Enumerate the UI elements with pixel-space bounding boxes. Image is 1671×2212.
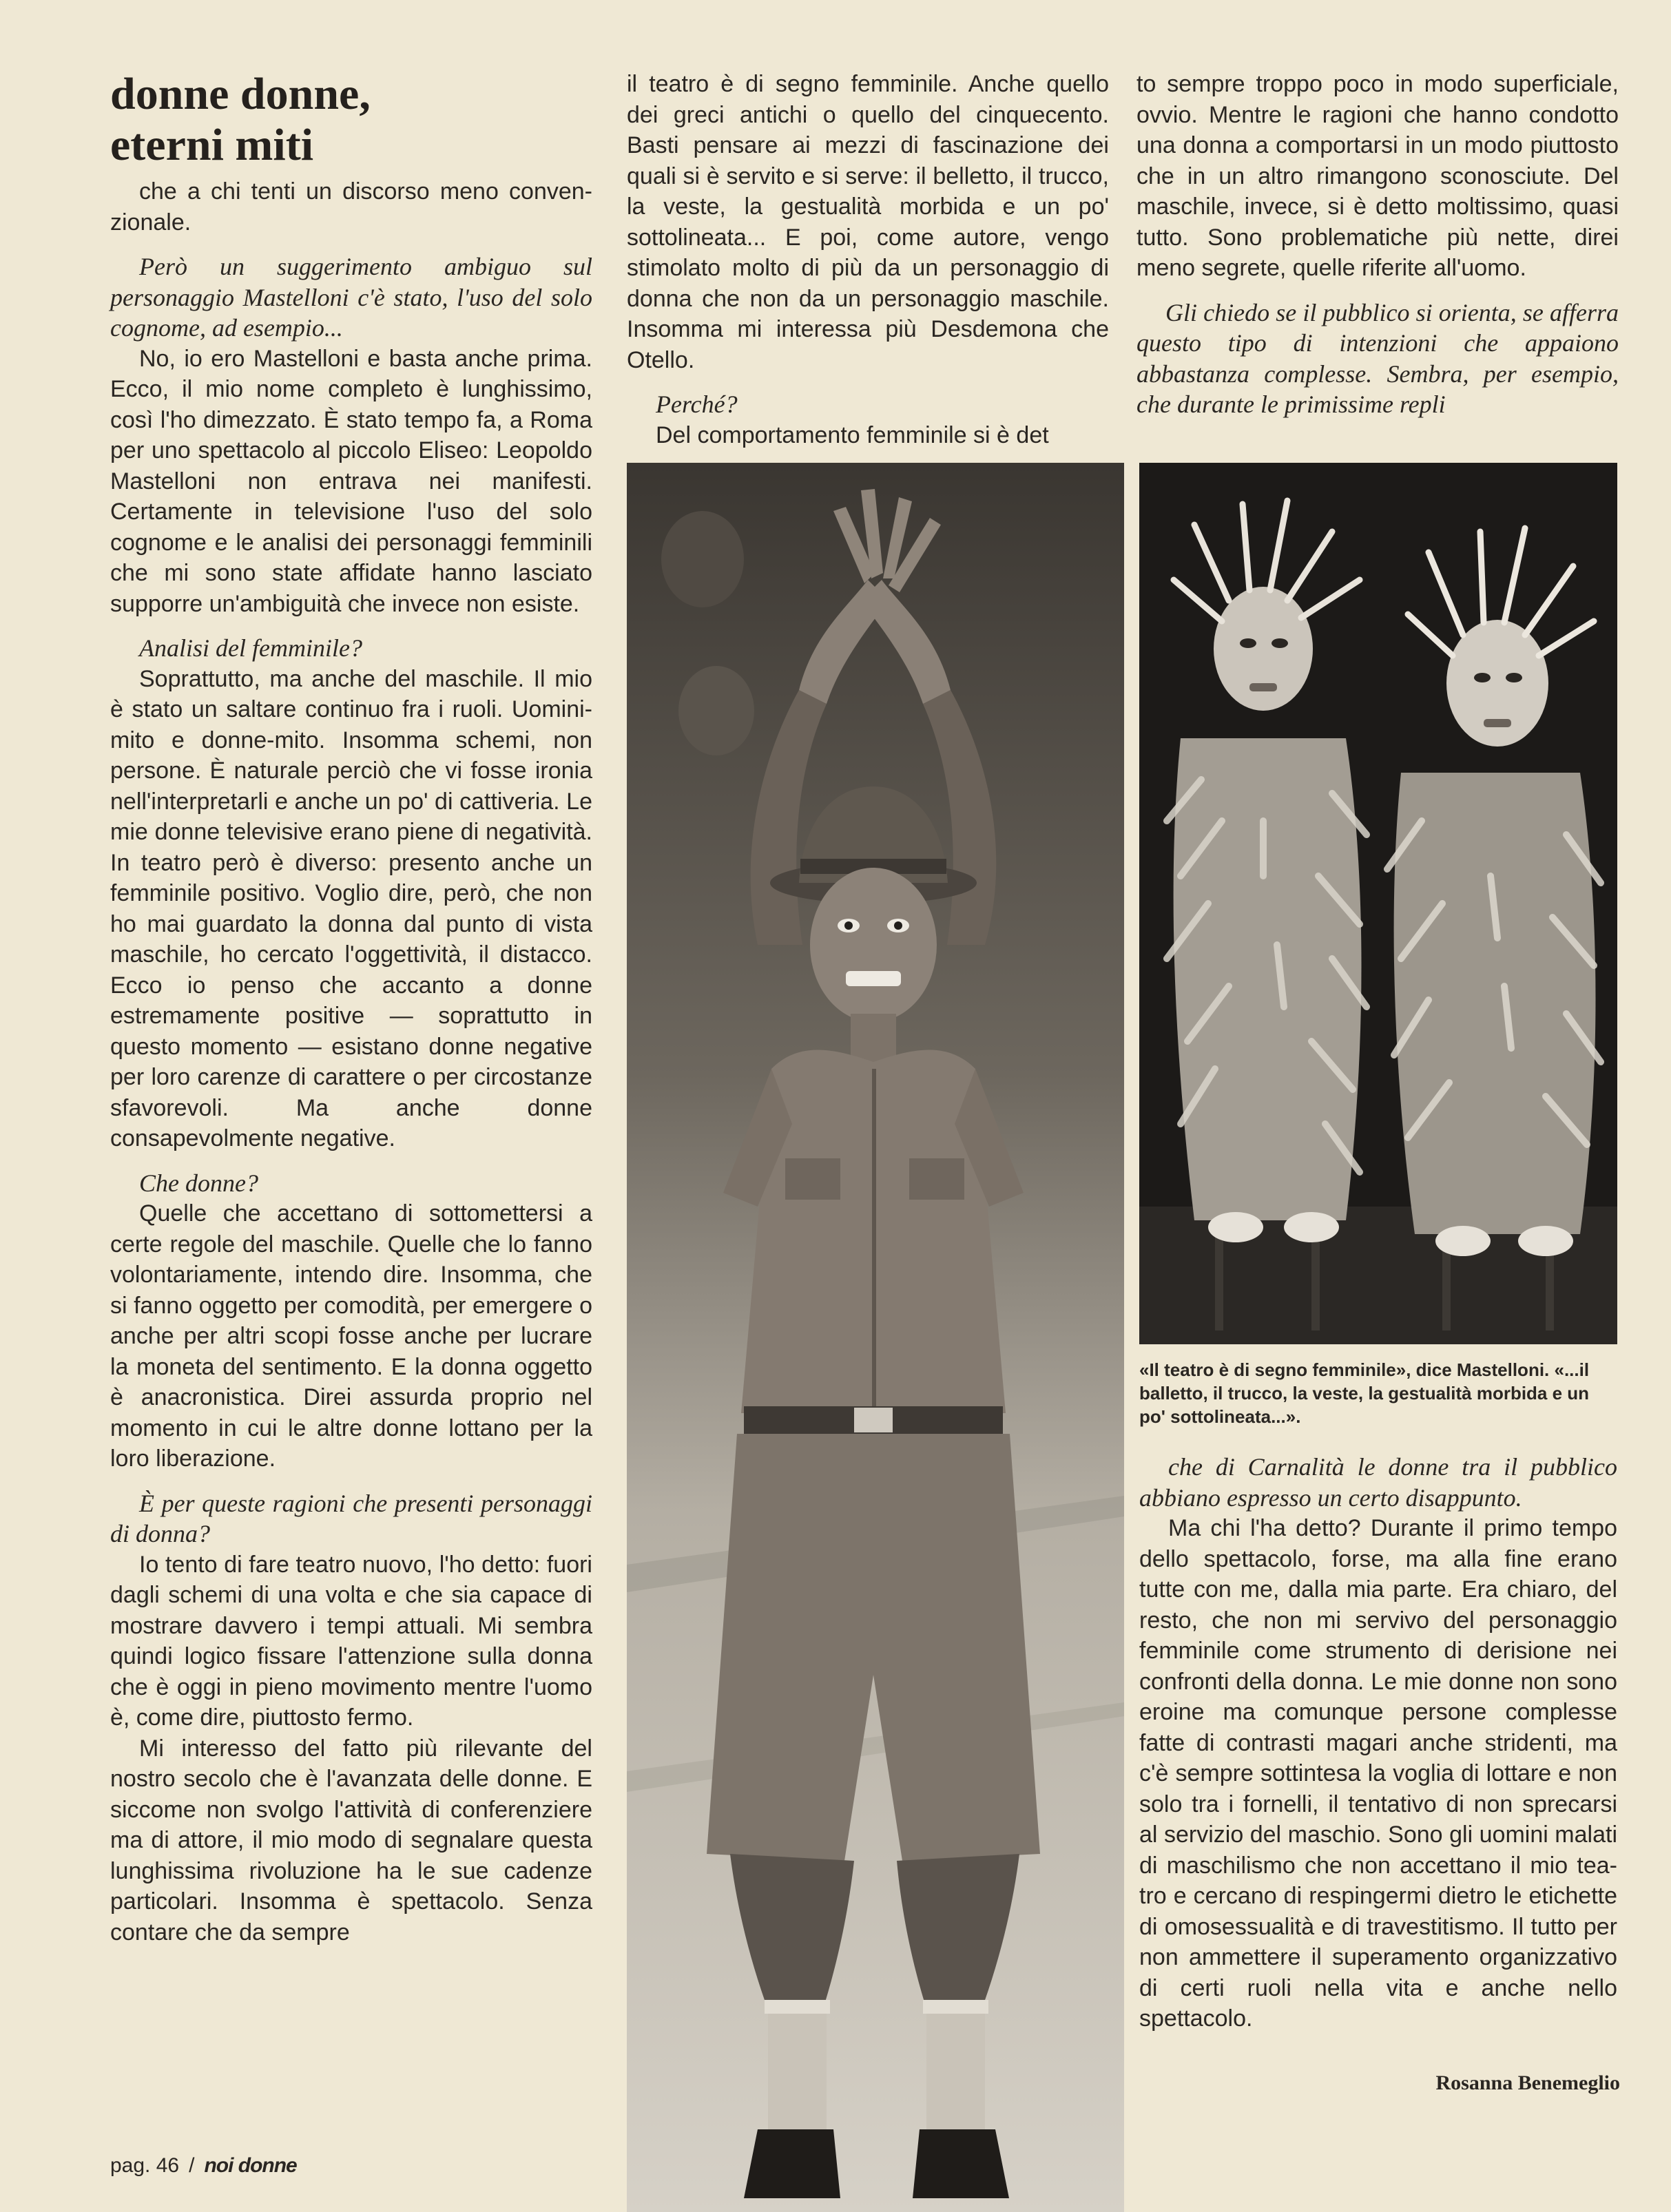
interview-question: Perché? — [656, 390, 738, 418]
column-3 — [1137, 69, 1619, 420]
author-signature: Rosanna Benemeglio — [1435, 2072, 1620, 2094]
photo-feather-illustration — [1139, 463, 1617, 1344]
column-3-top-text — [1137, 69, 1619, 420]
paragraph: Ma chi l'ha detto? Durante il primo tempo dello spettacolo, forse, ma alla fine erano tutte con me, dalla mia parte. Era chiaro, del resto, che non mi servivo del personaggio femminile come strumento di derisione nei confronti della donna. Le mie donne non sono eroine ma comunque persone complesse fatte di contrasti magari anche stridenti, ma c'è sempre sottintesa la voglia di lottare e non solo tra i fornelli, il tentativo di non sprecarsi al servizio del maschio. Sono gli uomini malati di maschilismo che non accettano il mio teatro e cercano di respingermi dietro le etichette di omosessualità e di travestitismo. Il tutto per non ammettere il superamento organizzativo di certi ruoli nella vita e anche nello spettacolo. — [1139, 1515, 1617, 2032]
photo-performer-safari — [627, 463, 1124, 2212]
photo-caption: «Il teatro è di segno femminile», dice Mastelloni. «...il balletto, il trucco, la veste, la gestualità morbida e un po' sottolineata...». — [1139, 1359, 1590, 1427]
interview-question: Gli chiedo se il pubblico si orienta, se afferra questo tipo di intenzioni che appaiono abbastanza complesse. Sembra, per esempio, che durante le primissime repli — [1137, 298, 1619, 418]
interview-question: È per queste ragioni che presenti personaggi di donna? — [110, 1489, 592, 1547]
headline-line-2: eterni miti — [110, 120, 314, 170]
column-3-bottom — [1139, 1452, 1617, 2034]
interview-question: Però un suggerimento ambiguo sul personaggio Mastelloni c'è stato, l'uso del solo cognome, ad esempio... — [110, 253, 592, 342]
paragraph: il teatro è di segno femminile. Anche quello dei greci antichi o quello del cinquecento. Basti pensare ai mezzi di fascinazione dei quali si è servito e si serve: il belletto, il trucco, la veste, la gestualità morbida e un po' sottolineata... E poi, come autore, vengo stimolato molto di più da un personaggio di donna che non da un personaggio maschile. Insomma mi interessa più Desdemona che Otello. — [627, 71, 1109, 373]
paragraph: No, io ero Mastelloni e basta anche prima. Ecco, il mio nome completo è lunghissimo, così l'ho dimezzato. È stato tempo fa, a Roma per uno spettacolo al piccolo Eliseo: Leopoldo Mastelloni non entrava nei manifesti. Certamente in televisione l'uso del solo cognome e le analisi dei personaggi femminili che mi sono state affidate hanno lasciato supporre un'ambiguità che invece non esiste. — [110, 345, 592, 617]
column-1 — [110, 69, 592, 1948]
interview-question: che di Carnalità le donne tra il pubblico abbiano espresso un certo disappunto. — [1139, 1453, 1617, 1512]
page-number: pag. 46 — [110, 2154, 180, 2177]
column-2 — [627, 69, 1109, 450]
paragraph: Mi interesso del fatto più rilevante del nostro secolo che è l'avanzata delle donne. E siccome non svolgo l'attività di conferenziere ma di attore, il mio modo di segnalare questa lunghissima rivoluzione ha le sue cadenze particolari. Insomma è spettacolo. Senza contare che da sempre — [110, 1735, 592, 1945]
paragraph: to sempre troppo poco in modo superficiale, ovvio. Mentre le ragioni che hanno condotto una donna a comportarsi in un modo piuttosto che in un altro rimangono sconosciute. Del maschile, invece, si è detto moltissimo, quasi tutto. Sono problematiche più nette, direi meno segrete, quelle riferite all'uomo. — [1137, 71, 1619, 281]
page-footer — [110, 2154, 297, 2178]
footer-separator: / — [189, 2154, 195, 2177]
interview-question: Che donne? — [139, 1169, 258, 1197]
column-2-text — [627, 69, 1109, 450]
paragraph: Io tento di fare teatro nuovo, l'ho detto: fuori dagli schemi di una volta e che sia capace di mostrare davvero i tempi attuali. Mi sembra quindi logico fissare l'attenzione sulla donna che è oggi in pieno movimento mentre l'uomo è, come dire, piuttosto fermo. — [110, 1551, 592, 1731]
headline — [110, 69, 592, 171]
paragraph: che a chi tenti un discorso meno convenzionale. — [110, 178, 592, 236]
paragraph: Del comportamento femminile si è det — [656, 421, 1049, 448]
paragraph: Soprattutto, ma anche del maschile. Il mio è stato un saltare continuo fra i ruoli. Uomini-mito e donne-mito. Insomma schemi, non persone. È naturale perciò che vi fosse ironia nell'interpretarli e anche un po' di cattiveria. Le mie donne televisive erano piene di negatività. In teatro però è diverso: presento anche un femminile positivo. Voglio dire, però, che non ho mai guardato la donna dal punto di vista maschile, ho cercato l'oggettività, il distacco. Ecco io penso che accanto a donne estremamente positive — soprattutto in questo momento — esistano donne negative per loro carenze di carattere o per circostanze sfavorevoli. Ma anche donne consapevolmente negative. — [110, 665, 592, 1151]
paragraph: Quelle che accettano di sottomettersi a certe regole del maschile. Quelle che lo fanno volontariamente, intendo dire. Insomma, che si fanno oggetto per comodità, per emergere o anche per altri scopi fosse anche per lucrare la moneta del sentimento. E la donna oggetto è anacronistica. Direi assurda proprio nel momento in cui le altre donne lottano per la loro liberazione. — [110, 1200, 592, 1472]
headline-line-1: donne donne, — [110, 69, 371, 119]
photo-performer-illustration — [627, 463, 1124, 2212]
column-3-bottom-text — [1139, 1452, 1617, 2034]
photo-feather-costumes — [1139, 463, 1617, 1344]
column-1-text — [110, 176, 592, 1948]
magazine-name: noi donne — [204, 2154, 297, 2177]
interview-question: Analisi del femminile? — [139, 634, 362, 662]
